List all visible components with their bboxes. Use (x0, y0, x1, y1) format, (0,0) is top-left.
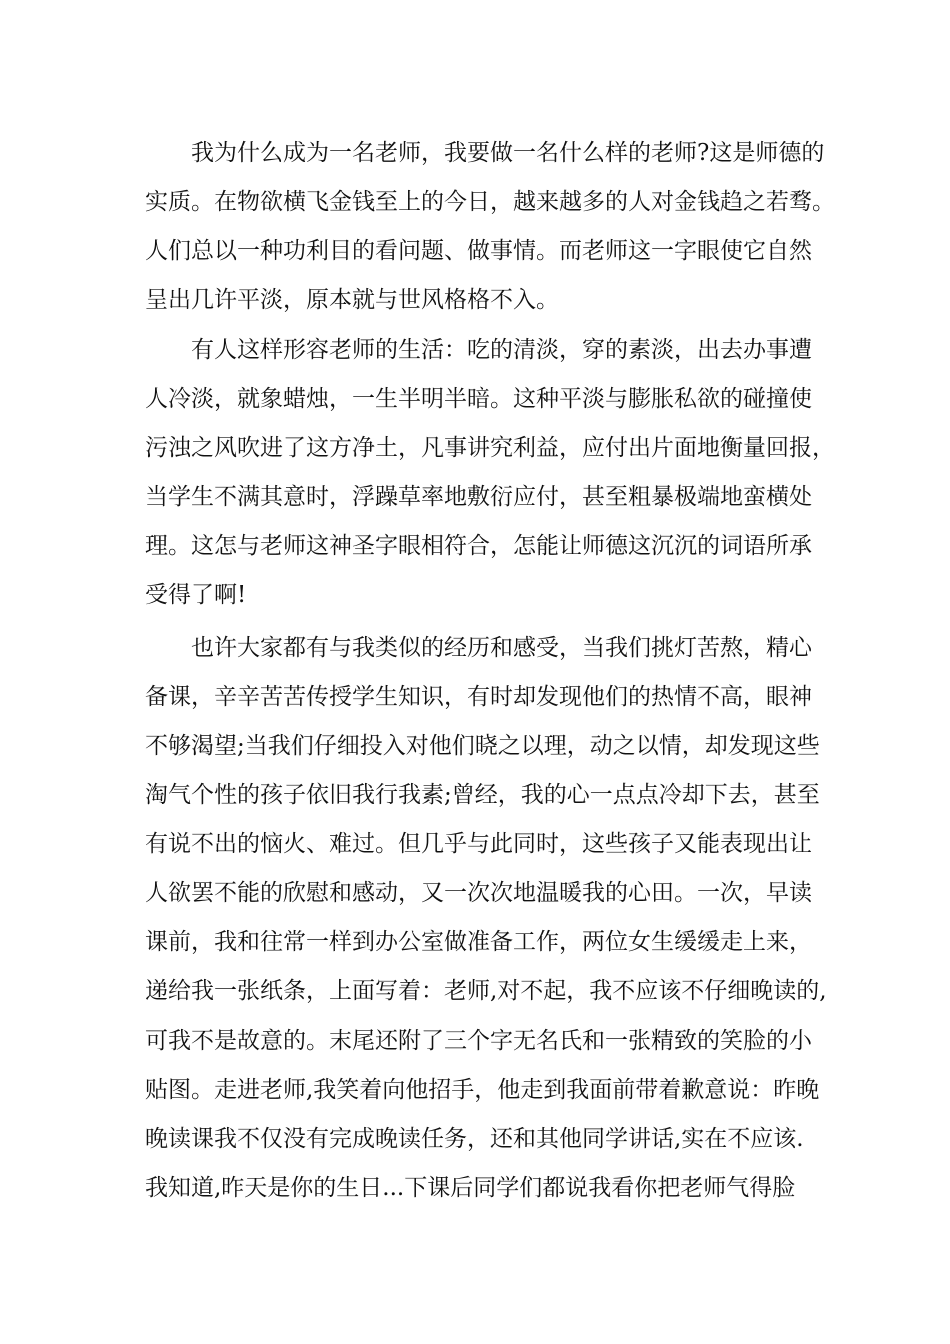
text-line: 晚读课我不仅没有完成晚读任务，还和其他同学讲话,实在不应该. (145, 1126, 804, 1152)
text-line: 有说不出的恼火、难过。但几乎与此同时，这些孩子又能表现出让 (145, 831, 812, 857)
text-line: 人欲罢不能的欣慰和感动，又一次次地温暖我的心田。一次，早读 (145, 880, 812, 906)
text-line: 人冷淡，就象蜡烛，一生半明半暗。这种平淡与膨胀私欲的碰撞使 (145, 386, 812, 412)
text-line: 有人这样形容老师的生活：吃的清淡，穿的素淡，出去办事遭 (145, 337, 812, 363)
text-line: 受得了啊! (145, 582, 247, 608)
text-line: 人们总以一种功利目的看问题、做事情。而老师这一字眼使它自然 (145, 238, 812, 264)
text-line: 我为什么成为一名老师，我要做一名什么样的老师?这是师德的 (145, 140, 825, 166)
text-line: 也许大家都有与我类似的经历和感受，当我们挑灯苦熬，精心 (145, 635, 812, 661)
text-line: 当学生不满其意时，浮躁草率地敷衍应付，甚至粗暴极端地蛮横处 (145, 484, 812, 510)
text-line: 理。这怎与老师这神圣字眼相符合，怎能让师德这沉沉的词语所承 (145, 533, 812, 559)
text-line: 递给我一张纸条，上面写着：老师,对不起，我不应该不仔细晚读的, (145, 978, 827, 1004)
text-line: 实质。在物欲横飞金钱至上的今日，越来越多的人对金钱趋之若骛。 (145, 189, 835, 215)
text-line: 我知道,昨天是你的生日...下课后同学们都说我看你把老师气得脸 (145, 1175, 796, 1201)
text-line: 课前，我和往常一样到办公室做准备工作，两位女生缓缓走上来， (145, 929, 812, 955)
text-line: 可我不是故意的。末尾还附了三个字无名氏和一张精致的笑脸的小 (145, 1028, 812, 1054)
text-line: 备课，辛辛苦苦传授学生知识，有时却发现他们的热情不高，眼神 (145, 684, 812, 710)
text-line: 不够渴望;当我们仔细投入对他们晓之以理，动之以情，却发现这些 (145, 733, 820, 759)
text-line: 贴图。走进老师,我笑着向他招手，他走到我面前带着歉意说：昨晚 (145, 1077, 820, 1103)
text-line: 污浊之风吹进了这方净土，凡事讲究利益，应付出片面地衡量回报， (145, 435, 835, 461)
text-line: 淘气个性的孩子依旧我行我素;曾经，我的心一点点冷却下去，甚至 (145, 782, 820, 808)
text-line: 呈出几许平淡，原本就与世风格格不入。 (145, 287, 559, 313)
